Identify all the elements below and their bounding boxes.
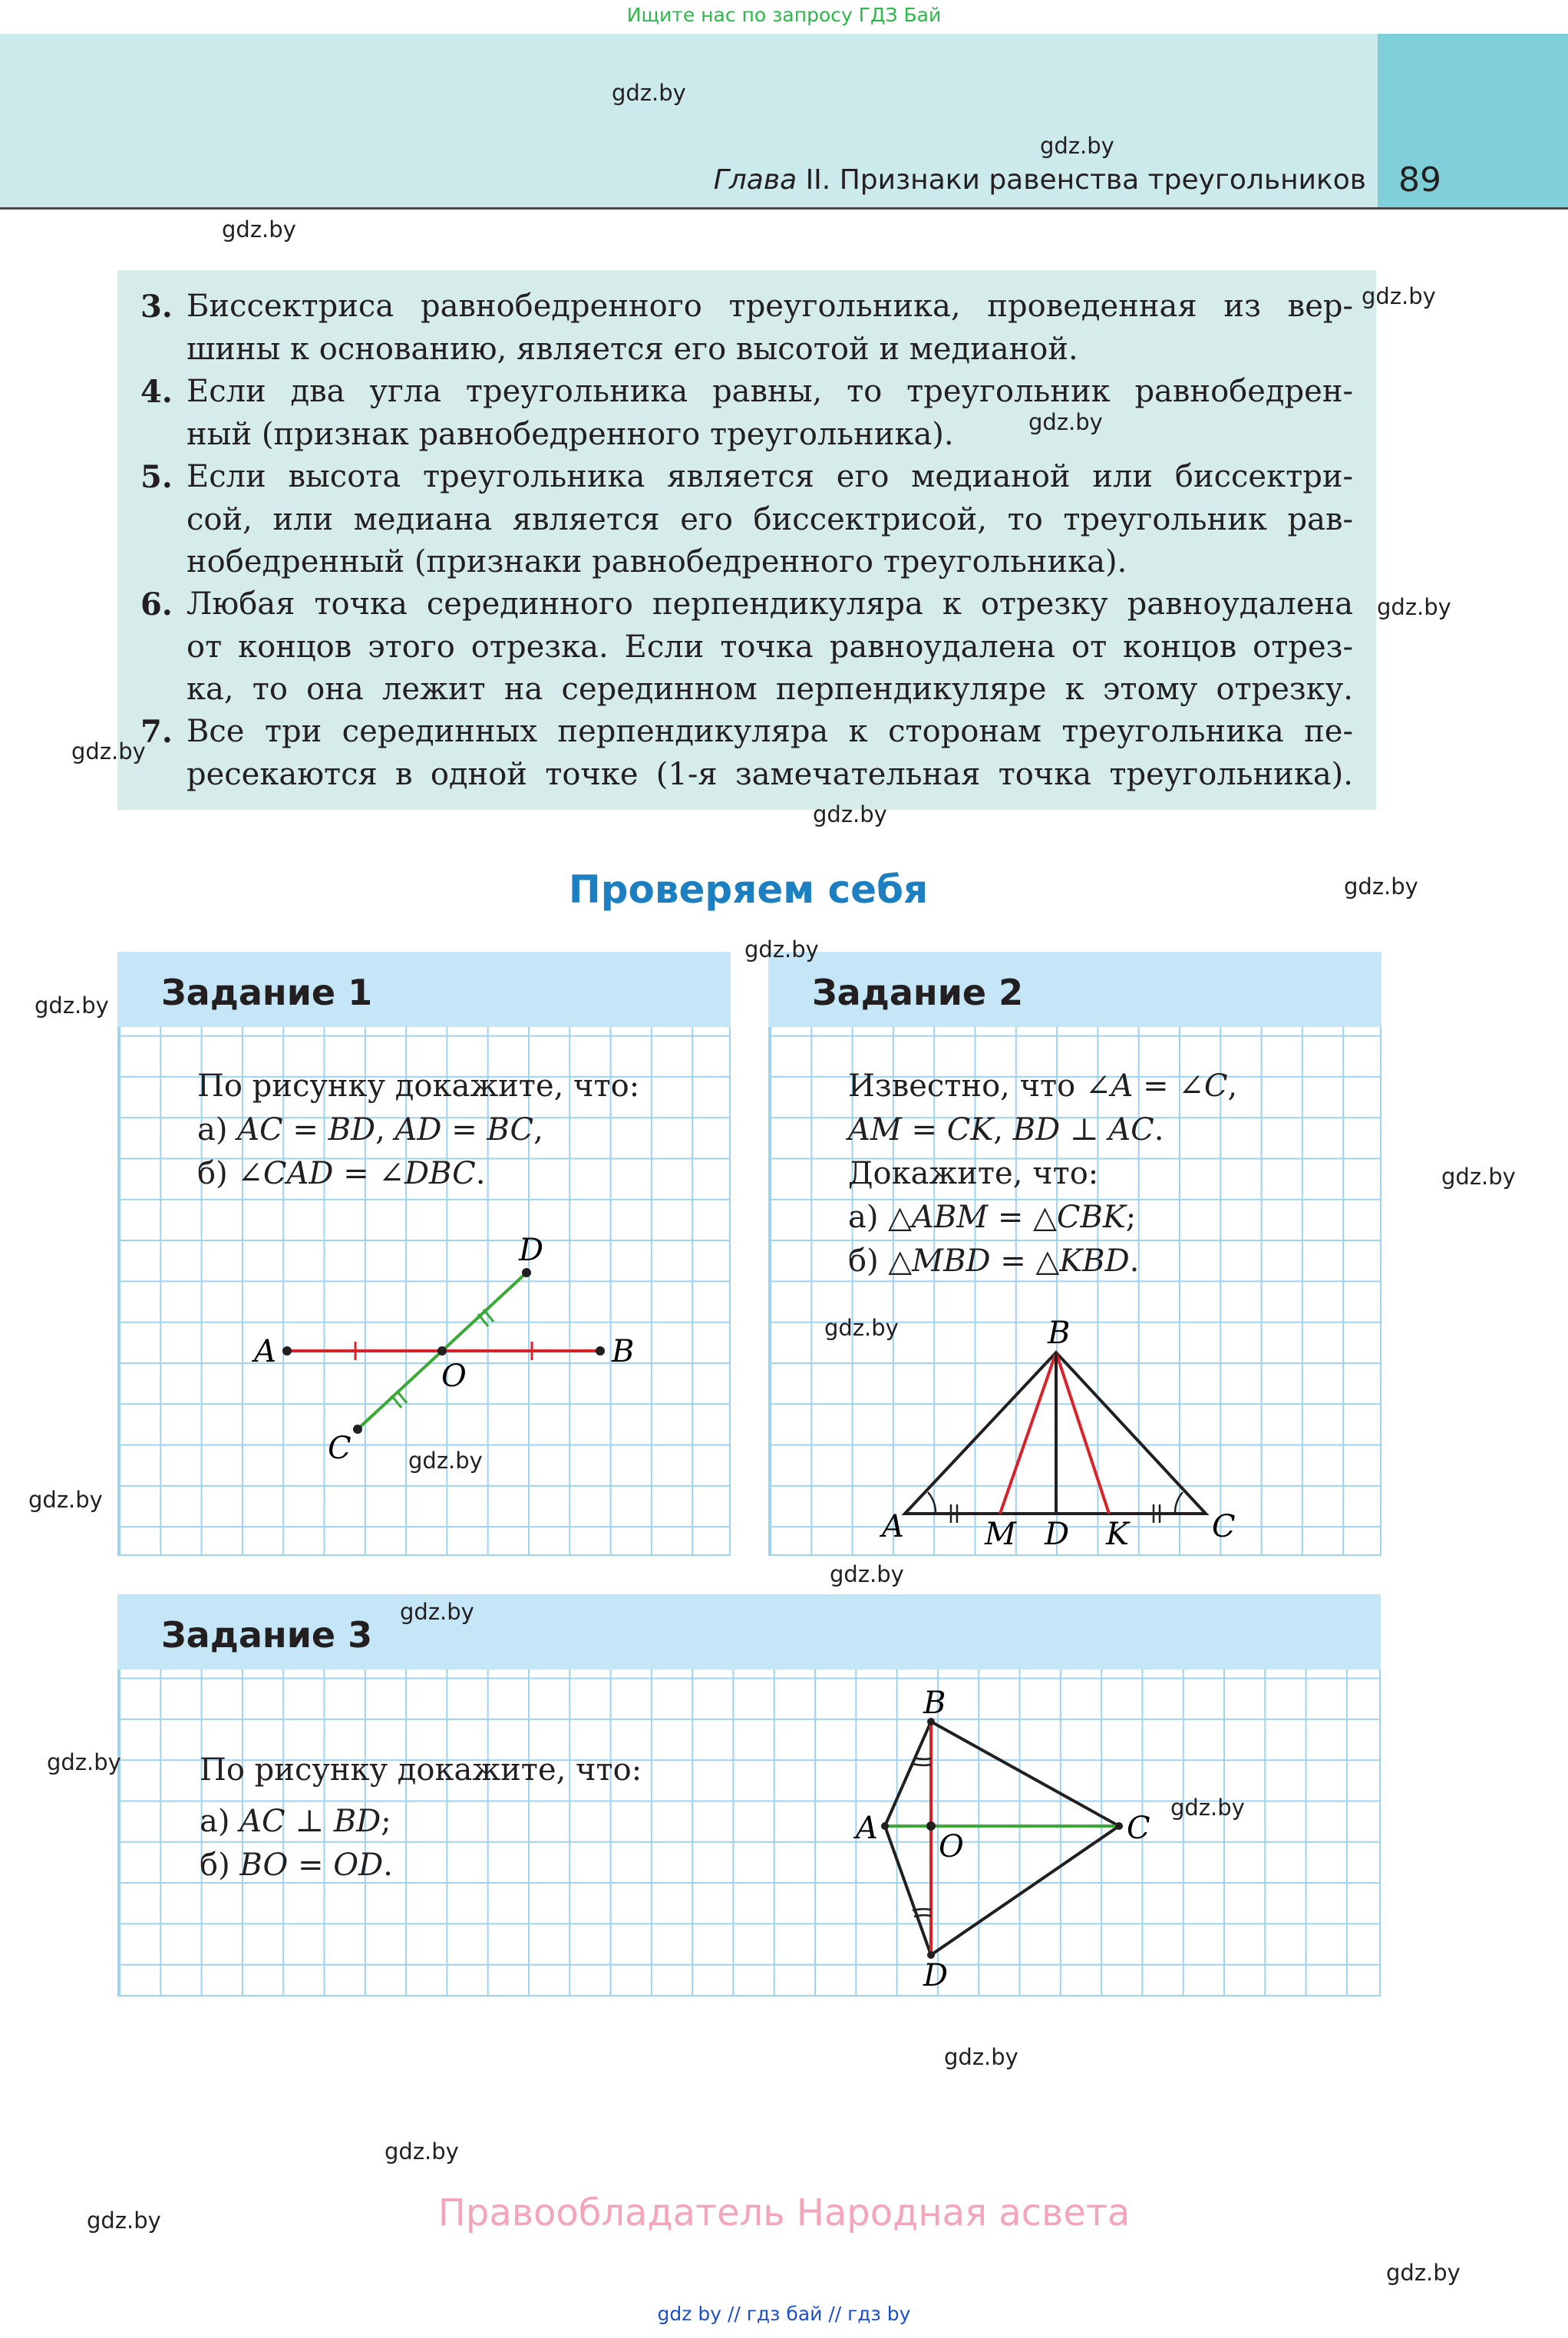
summary-line: ка, то она лежит на серединном перпендикуляре к этому отрезку. (187, 672, 1353, 707)
summary-line: шины к основанию, является его высотой и медианой. (187, 331, 1078, 367)
watermark: gdz.by (1441, 1164, 1516, 1190)
summary-line: сой, или медиана является его биссектрисой, то треугольник рав- (187, 501, 1353, 537)
watermark: gdz.by (830, 1561, 904, 1587)
summary-line: Если высота треугольника является его медианой или биссектри- (187, 459, 1353, 494)
watermark: gdz.by (944, 2044, 1018, 2070)
point-a (282, 1346, 292, 1356)
angle-arc-a (928, 1492, 936, 1514)
summary-box (117, 270, 1376, 810)
summary-item-5 (140, 456, 1353, 584)
quadrilateral-abcd (885, 1722, 1119, 1955)
summary-line: ный (признак равнобедренного треугольника). (187, 416, 954, 452)
label-b: B (923, 1686, 946, 1721)
label-d: D (923, 1958, 949, 1993)
point-o (926, 1821, 936, 1831)
watermark: gdz.by (87, 2208, 161, 2234)
item-number: 3. (140, 289, 173, 325)
task2-line5: б) △MBD = △KBD. (848, 1243, 1140, 1279)
task2-line2: AM = CK, BD ⊥ AC. (848, 1112, 1164, 1148)
task1-line3: б) ∠CAD = ∠DBC. (197, 1156, 486, 1191)
label-a: A (882, 1509, 904, 1544)
summary-line: ресекаются в одной точке (1-я замечательная точка треугольника). (187, 756, 1353, 792)
item-number: 4. (140, 374, 173, 410)
watermark: gdz.by (1386, 2260, 1461, 2286)
point-c (1115, 1822, 1123, 1830)
summary-item-4 (140, 371, 1353, 456)
chapter-word: Глава (713, 164, 797, 196)
watermark: gdz.by (1362, 283, 1436, 309)
label-b: B (1048, 1316, 1071, 1351)
summary-line: Все три серединных перпендикуляра к сторонам треугольника пе- (187, 714, 1353, 749)
copyright-watermark: Правообладатель Народная асвета (437, 2191, 1131, 2234)
tick-mark (397, 1391, 407, 1403)
point-b (596, 1346, 605, 1356)
label-c: C (1127, 1811, 1150, 1846)
chapter-name: II. Признаки равенства треугольников (797, 164, 1366, 196)
angle-arc-c (1175, 1492, 1183, 1514)
point-a (881, 1822, 889, 1830)
angle-arc-b2 (913, 1764, 931, 1765)
label-o: O (939, 1829, 964, 1864)
watermark: gdz.by (222, 216, 296, 243)
task2-title: Задание 2 (812, 972, 1024, 1013)
watermark: gdz.by (47, 1749, 121, 1775)
point-d (522, 1268, 531, 1277)
angle-arc-b (914, 1758, 931, 1759)
task2-line1: Известно, что ∠A = ∠C, (848, 1068, 1238, 1104)
task3-line1: По рисунку докажите, что: (200, 1752, 642, 1788)
watermark: gdz.by (1377, 594, 1451, 620)
watermark: gdz.by (612, 80, 686, 106)
task2-line3: Докажите, что: (848, 1156, 1099, 1191)
watermark: gdz.by (71, 738, 146, 764)
watermark: gdz.by (28, 1487, 103, 1513)
header-rule (0, 207, 1568, 210)
label-c: C (328, 1431, 352, 1466)
section-title: Проверяем себя (568, 867, 929, 912)
summary-item-3 (140, 286, 1353, 371)
task3-line3: б) BO = OD. (200, 1848, 393, 1883)
segment-bm (1000, 1352, 1056, 1514)
summary-item-6 (140, 583, 1353, 712)
tick-mark (478, 1314, 488, 1326)
watermark: gdz.by (408, 1448, 483, 1474)
watermark: gdz.by (824, 1315, 899, 1341)
page-number: 89 (1398, 160, 1441, 200)
label-a: A (856, 1811, 878, 1846)
summary-line: нобедренный (признаки равнобедренного треугольника). (187, 544, 1127, 580)
task3-title: Задание 3 (161, 1614, 373, 1656)
label-k: K (1106, 1517, 1129, 1552)
label-b: B (612, 1334, 635, 1369)
task2-line4: а) △ABM = △CBK; (848, 1200, 1137, 1235)
watermark: gdz.by (400, 1599, 474, 1625)
point-o (437, 1346, 447, 1356)
label-d: D (519, 1233, 544, 1268)
label-d: D (1045, 1517, 1070, 1552)
watermark: gdz.by (35, 992, 109, 1019)
watermark: gdz.by (385, 2138, 459, 2165)
watermark: gdz.by (1170, 1795, 1245, 1821)
watermark: gdz.by (744, 936, 819, 963)
segment-bk (1056, 1352, 1109, 1514)
summary-line: Если два угла треугольника равны, то треугольник равнобедрен- (187, 374, 1353, 409)
summary-line: Любая точка серединного перпендикуляра к отрезку равноудалена (187, 586, 1353, 622)
tick-mark (484, 1309, 494, 1322)
task3-line2: а) AC ⊥ BD; (200, 1804, 391, 1839)
angle-arc-d2 (913, 1909, 931, 1910)
tick-mark (391, 1395, 401, 1408)
chapter-title (691, 161, 1366, 200)
label-a: A (254, 1334, 276, 1369)
label-c: C (1212, 1509, 1236, 1544)
task1-line2: а) AC = BD, AD = BC, (197, 1112, 543, 1148)
task1-line1: По рисунку докажите, что: (197, 1068, 640, 1104)
point-c (353, 1425, 362, 1434)
label-m: M (985, 1517, 1016, 1552)
top-banner: Ищите нас по запросу ГДЗ Бай (626, 4, 942, 26)
task1-title: Задание 1 (161, 972, 373, 1013)
watermark: gdz.by (1040, 133, 1114, 159)
label-o: O (441, 1359, 467, 1394)
summary-item-7 (140, 711, 1353, 796)
summary-line: Биссектриса равнобедренного треугольника, проведенная из вер- (187, 289, 1353, 324)
watermark: gdz.by (813, 801, 887, 827)
task2-figure (768, 952, 1381, 1556)
item-number: 5. (140, 459, 173, 495)
watermark: gdz.by (1344, 873, 1418, 900)
item-number: 6. (140, 586, 173, 622)
bottom-links[interactable]: gdz by // гдз бай // гдз by (657, 2303, 911, 2325)
angle-arc-d (914, 1915, 931, 1917)
watermark: gdz.by (1028, 409, 1103, 435)
summary-line: от концов этого отрезка. Если точка равноудалена от концов отрез- (187, 629, 1353, 665)
item-number: 7. (140, 714, 173, 750)
